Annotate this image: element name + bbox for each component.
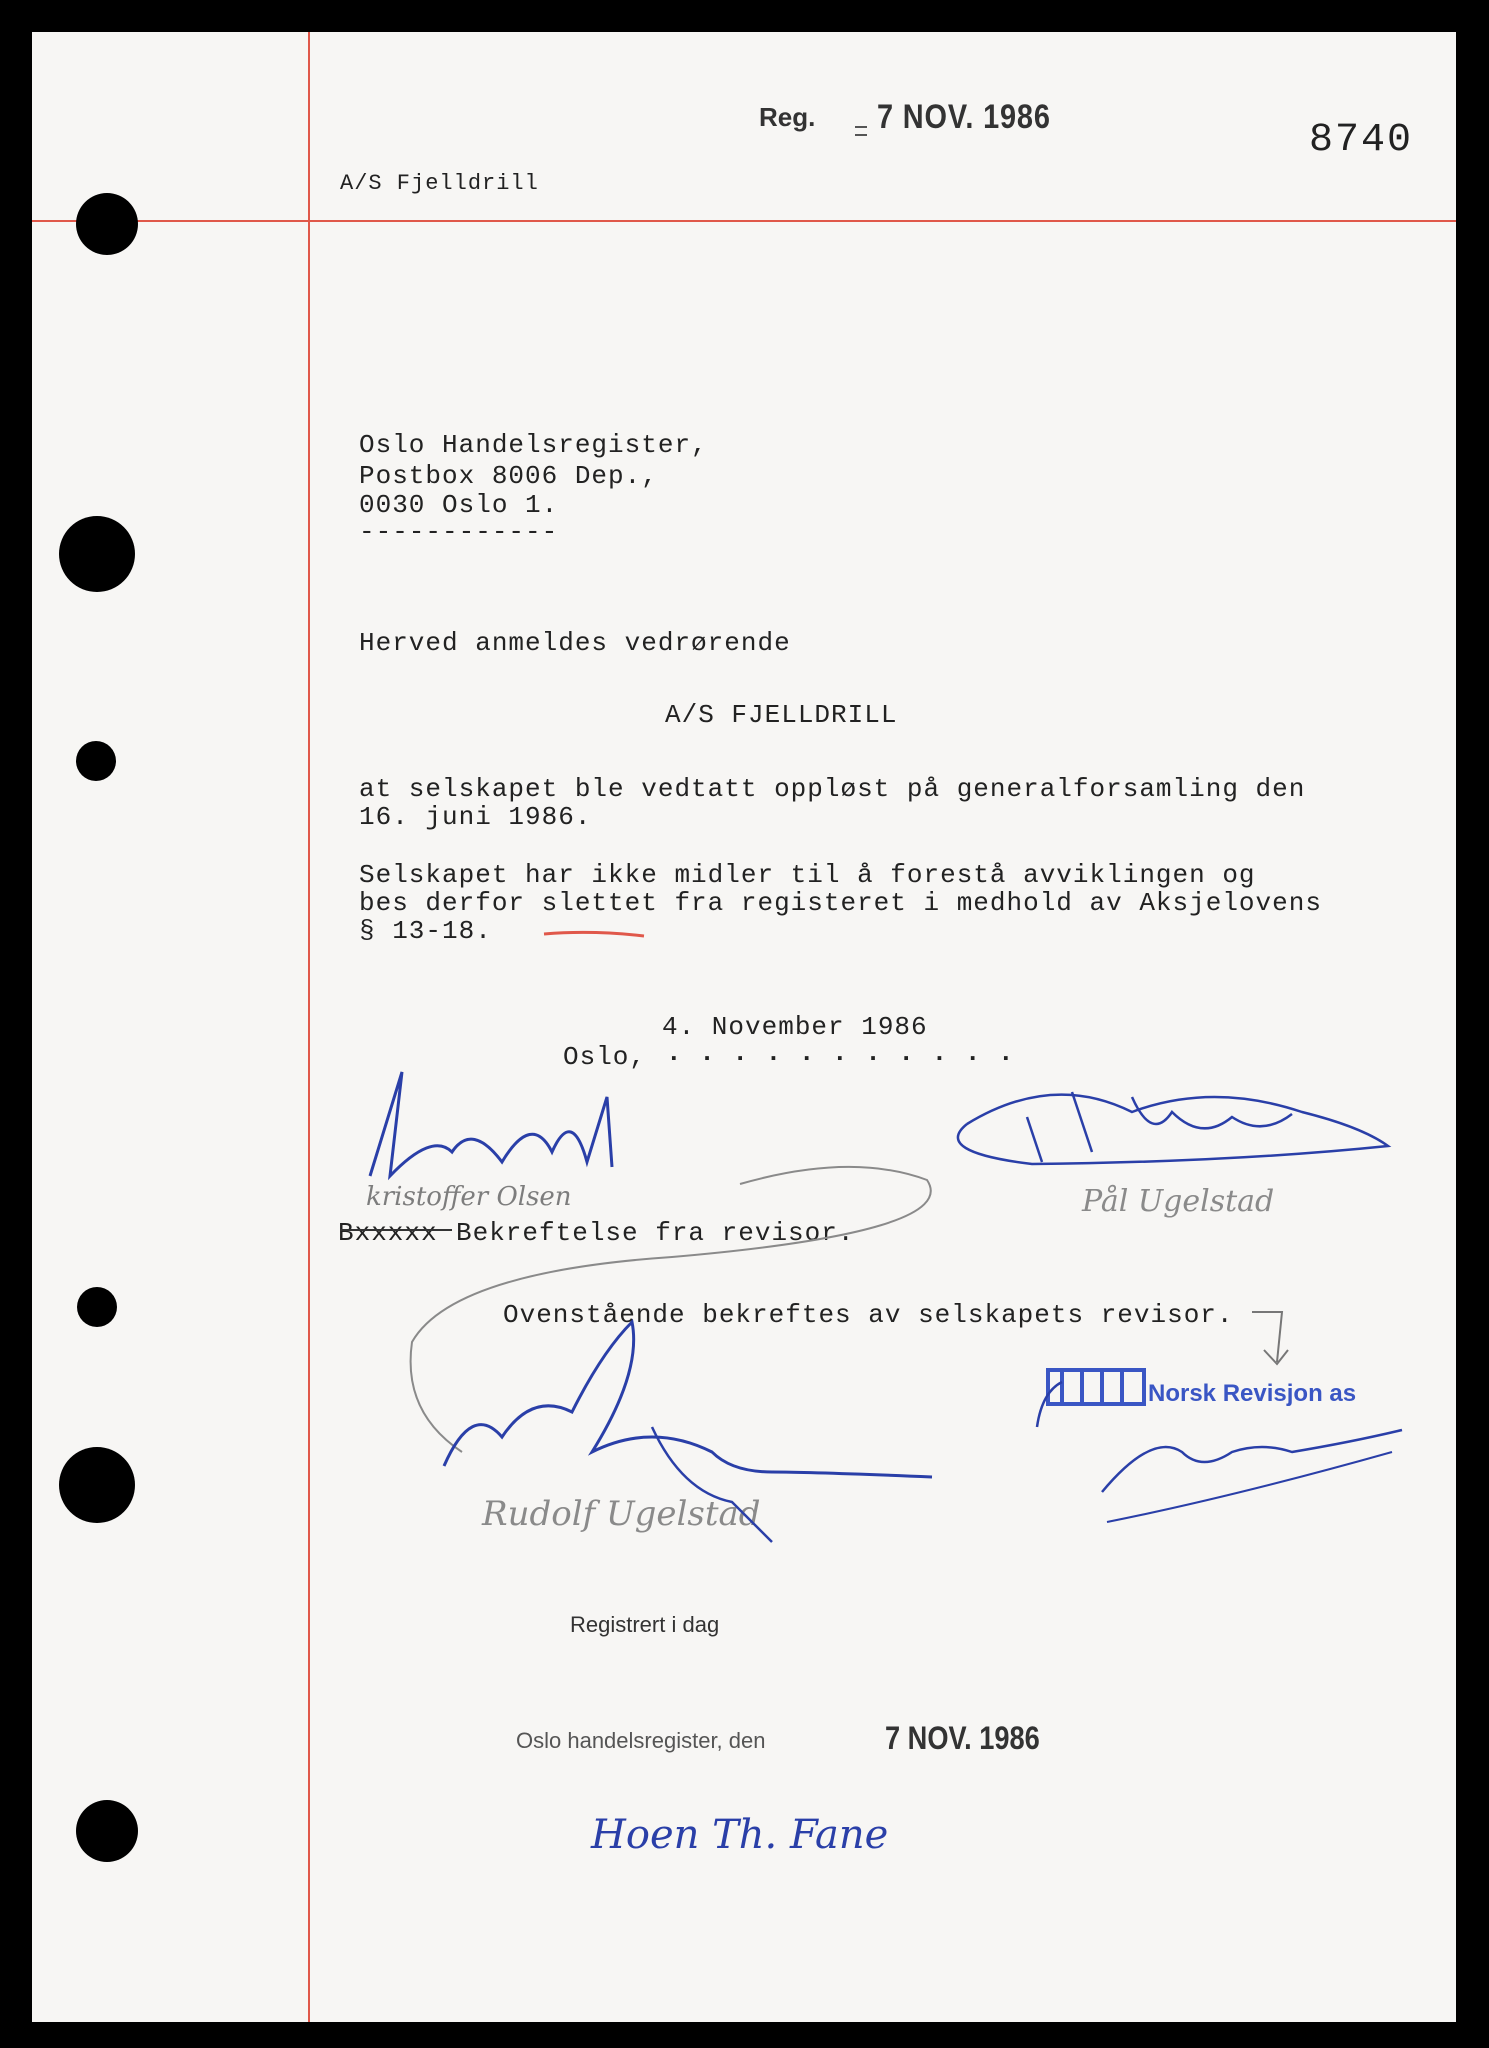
recipient-line-1: Oslo Handelsregister,: [359, 430, 708, 460]
company-short-name: A/S Fjelldrill: [340, 171, 539, 196]
paragraph-1-line-2: 16. juni 1986.: [359, 802, 592, 832]
signature-right-stroke: [958, 1095, 1388, 1164]
struck-prefix: Bxxxxx: [338, 1218, 438, 1248]
firm-stamp: Norsk Revisjon as: [1148, 1380, 1357, 1407]
pencil-loop: [411, 1167, 931, 1452]
paragraph-2-line-2: bes derfor slettet fra registeret i medhold av Aksjelovens: [359, 888, 1322, 918]
signature-auditor-stroke: [444, 1322, 932, 1477]
confirmation-text: Ovenstående bekreftes av selskapets revisor.: [503, 1300, 1234, 1330]
registry-stamp-line-1: Registrert i dag: [570, 1612, 720, 1637]
auditor-name: Rudolf Ugelstad: [482, 1494, 761, 1534]
company-name: A/S FJELLDRILL: [665, 700, 898, 730]
intro-text: Herved anmeldes vedrørende: [359, 628, 791, 658]
document-number: 8740: [1309, 118, 1414, 163]
recipient-line-2: Postbox 8006 Dep.,: [359, 461, 658, 491]
date-dots: . . . . . . . . . . .: [666, 1038, 1015, 1068]
registry-stamp-line-2: Oslo handelsregister, den: [516, 1728, 766, 1753]
signature-right-name: Pål Ugelstad: [1082, 1184, 1275, 1219]
red-underline-mark: [544, 932, 644, 936]
pencil-arrow: [1252, 1312, 1288, 1364]
confirmation-heading: Bekreftelse fra revisor.: [456, 1218, 855, 1248]
signature-left-name: kristoffer Olsen: [366, 1182, 572, 1212]
document-page: [32, 32, 1456, 2022]
reg-stamp-label: Reg.: [759, 102, 816, 132]
signature-left-stroke: [370, 1072, 612, 1176]
signature-firm-stroke: [1037, 1382, 1402, 1492]
date-place: Oslo,: [563, 1042, 647, 1072]
recipient-line-3: 0030 Oslo 1.: [359, 490, 559, 520]
paragraph-2-line-1: Selskapet har ikke midler til å forestå avviklingen og: [359, 860, 1256, 890]
ink-strokes-overlay: [32, 32, 1456, 2022]
paragraph-2-line-3: § 13-18.: [359, 916, 492, 946]
clerk-signature: Hoen Th. Fane: [591, 1812, 889, 1858]
paragraph-1-line-1: at selskapet ble vedtatt oppløst på generalforsamling den: [359, 774, 1306, 804]
reg-stamp-date: 7 NOV. 1986: [877, 98, 1051, 136]
date-value: 4. November 1986: [662, 1012, 928, 1042]
recipient-rule: ------------: [359, 517, 559, 547]
registry-stamp-date: 7 NOV. 1986: [885, 1720, 1040, 1756]
